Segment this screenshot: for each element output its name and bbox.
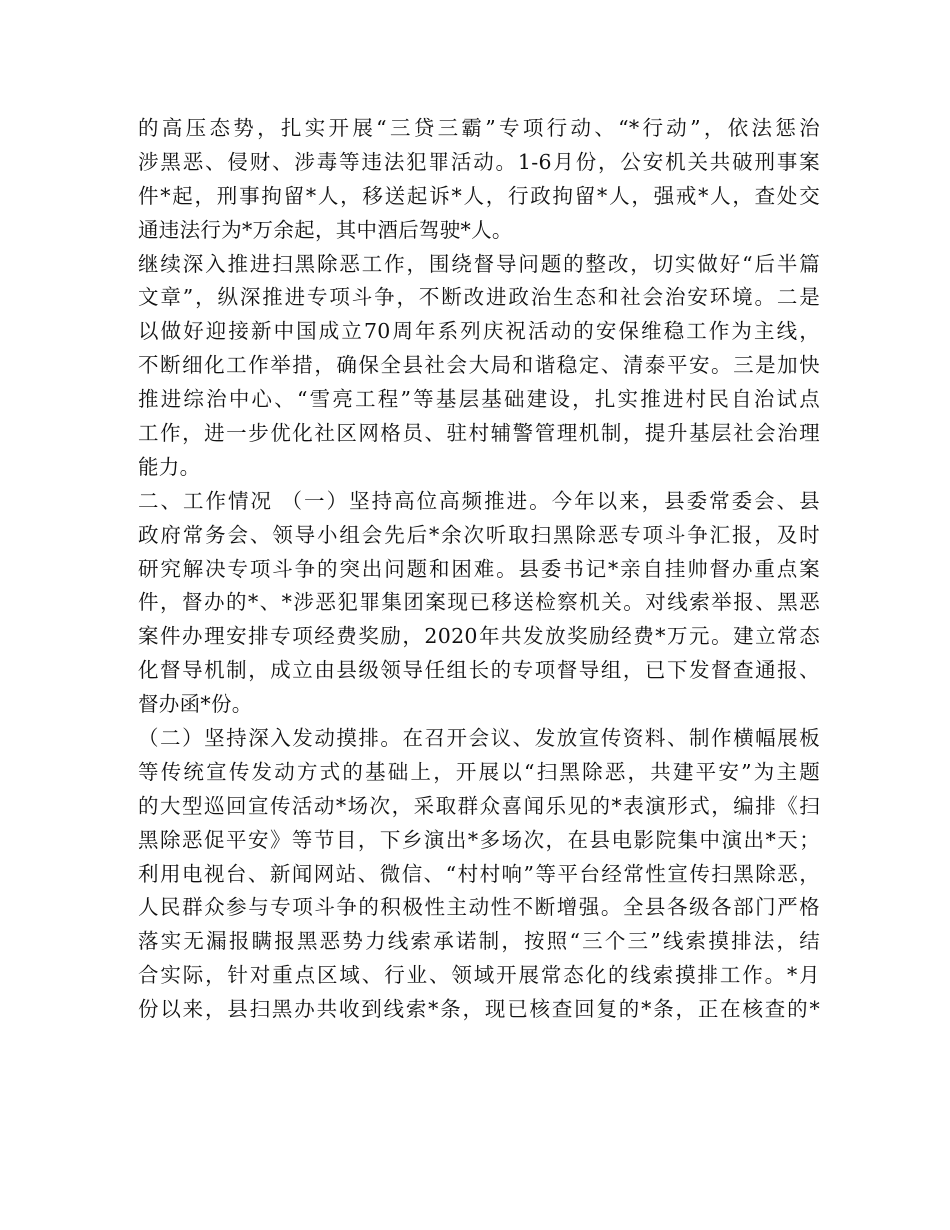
text-line: 督办函*份。 [138,692,253,717]
text-line: 不断细化工作举措，确保全县社会大局和谐稳定、清泰平安。三是加快 [138,353,820,378]
text-line: 以做好迎接新中国成立70周年系列庆祝活动的安保维稳工作为主线， [138,319,820,344]
text-line: 黑除恶促平安》等节目，下乡演出*多场次，在县电影院集中演出*天； [138,827,820,852]
text-line: 利用电视台、新闻网站、微信、“村村响”等平台经常性宣传扫黑除恶， [138,861,820,886]
text-line: 文章”，纵深推进专项斗争，不断改进政治生态和社会治安环境。二是 [138,285,820,310]
text-line: （二）坚持深入发动摸排。在召开会议、发放宣传资料、制作横幅展板 [138,726,820,751]
text-line: 继续深入推进扫黑除恶工作，围绕督导问题的整改，切实做好“后半篇 [138,251,820,276]
text-line: 研究解决专项斗争的突出问题和困难。县委书记*亲自挂帅督办重点案 [138,556,820,581]
text-line: 工作，进一步优化社区网格员、驻村辅警管理机制，提升基层社会治理 [138,421,820,446]
text-line: 件*起，刑事拘留*人，移送起诉*人，行政拘留*人，强戒*人，查处交 [138,183,820,208]
text-line: 二、工作情况 （一）坚持高位高频推进。今年以来，县委常委会、县 [138,488,820,513]
text-line: 的大型巡回宣传活动*场次，采取群众喜闻乐见的*表演形式，编排《扫 [138,793,820,818]
text-line: 落实无漏报瞒报黑恶势力线索承诺制，按照“三个三”线索摸排法，结 [138,929,820,954]
text-line: 件，督办的*、*涉恶犯罪集团案现已移送检察机关。对线索举报、黑恶 [138,590,820,615]
text-line: 化督导机制，成立由县级领导任组长的专项督导组，已下发督查通报、 [138,658,820,683]
text-line: 案件办理安排专项经费奖励，2020年共发放奖励经费*万元。建立常态 [138,624,820,649]
document-body [138,112,820,1027]
text-line: 合实际，针对重点区域、行业、领域开展常态化的线索摸排工作。*月 [138,963,820,988]
text-line: 人民群众参与专项斗争的积极性主动性不断增强。全县各级各部门严格 [138,895,820,920]
text-line: 的高压态势，扎实开展“三贷三霸”专项行动、“*行动”，依法惩治 [138,116,820,140]
text-line: 能力。 [138,454,201,479]
text-line: 政府常务会、领导小组会先后*余次听取扫黑除恶专项斗争汇报，及时 [138,522,820,547]
text-line: 推进综治中心、“雪亮工程”等基层基础建设，扎实推进村民自治试点 [138,387,820,412]
text-line: 等传统宣传发动方式的基础上，开展以“扫黑除恶，共建平安”为主题 [138,759,820,784]
text-line: 通违法行为*万余起，其中酒后驾驶*人。 [138,217,513,242]
text-line: 份以来，县扫黑办共收到线索*条，现已核查回复的*条，正在核查的* [138,997,820,1022]
text-line: 涉黑恶、侵财、涉毒等违法犯罪活动。1-6月份，公安机关共破刑事案 [138,149,820,174]
